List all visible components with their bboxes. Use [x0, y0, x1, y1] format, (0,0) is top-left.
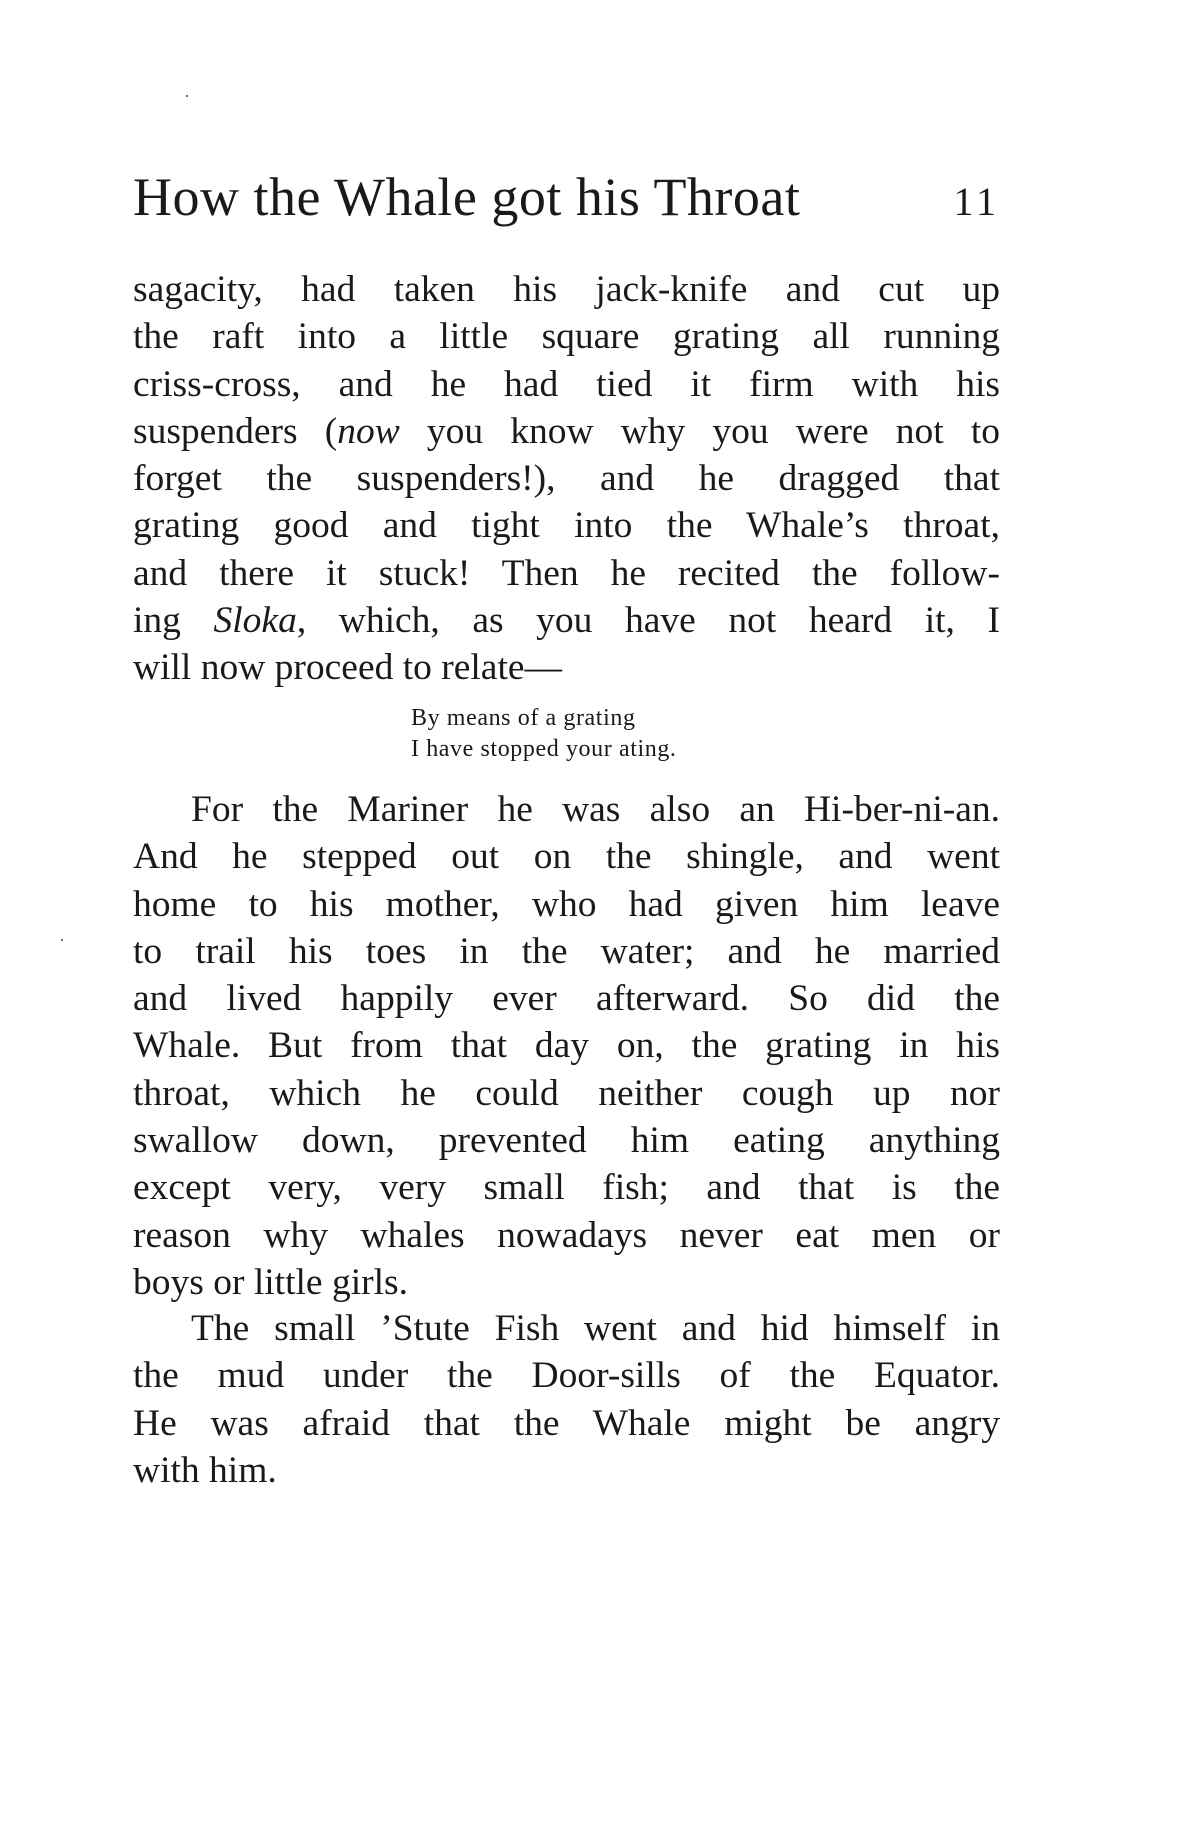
verse: [411, 703, 677, 765]
text-line: grating good and tight into the Whale’s throat,: [133, 505, 1000, 547]
text-line: will now proceed to relate—: [133, 647, 563, 689]
text-line: swallow down, prevented him eating anything: [133, 1120, 1000, 1162]
paper-speck: [186, 95, 188, 97]
text-line: criss-cross, and he had tied it firm with his: [133, 363, 1000, 405]
text-line: with him.: [133, 1449, 277, 1491]
paragraph-2: [133, 786, 1000, 1306]
verse-line: I have stopped your ating.: [411, 736, 677, 762]
text-line: home to his mother, who had given him leave: [133, 883, 1000, 925]
text-line: [133, 408, 1000, 455]
text-line: and there it stuck! Then he recited the follow-: [133, 552, 1000, 594]
verse-line: By means of a grating: [411, 705, 636, 731]
text-run: , which, as you have not heard it, I: [296, 600, 1000, 642]
text-line: the mud under the Door-sills of the Equator.: [133, 1355, 1000, 1397]
text-line: and lived happily ever afterward. So did the: [133, 978, 1000, 1020]
text-run: suspenders (: [133, 410, 338, 452]
page-header: [133, 167, 1000, 240]
page-number: 11: [953, 179, 1000, 224]
text-line: the raft into a little square grating all running: [133, 316, 1000, 358]
text-line: The small ’Stute Fish went and hid himself in: [191, 1308, 1000, 1349]
italic-word: now: [337, 410, 400, 452]
text-line: reason why whales nowadays never eat men or: [133, 1214, 1000, 1256]
text-line: sagacity, had taken his jack-knife and cut up: [133, 269, 1000, 310]
running-title: How the Whale got his Throat: [133, 167, 801, 227]
text-line: except very, very small fish; and that is the: [133, 1167, 1000, 1209]
text-line: throat, which he could neither cough up nor: [133, 1072, 1000, 1114]
text-line: boys or little girls.: [133, 1261, 408, 1303]
paper-speck: [61, 939, 63, 941]
text-line: He was afraid that the Whale might be angry: [133, 1402, 1000, 1444]
text-run: ing: [133, 600, 214, 642]
italic-word: Sloka: [213, 600, 297, 642]
text-line: Whale. But from that day on, the grating in his: [133, 1025, 1000, 1067]
text-run: you know why you were not to: [399, 410, 1001, 452]
paragraph-1: [133, 266, 1000, 692]
text-line: [133, 597, 1000, 644]
text-line: And he stepped out on the shingle, and went: [133, 836, 1000, 878]
paragraph-3: [133, 1305, 1000, 1494]
text-line: forget the suspenders!), and he dragged that: [133, 458, 1000, 500]
text-line: For the Mariner he was also an Hi-ber-ni-an.: [191, 789, 1000, 830]
text-line: to trail his toes in the water; and he married: [133, 930, 1000, 972]
